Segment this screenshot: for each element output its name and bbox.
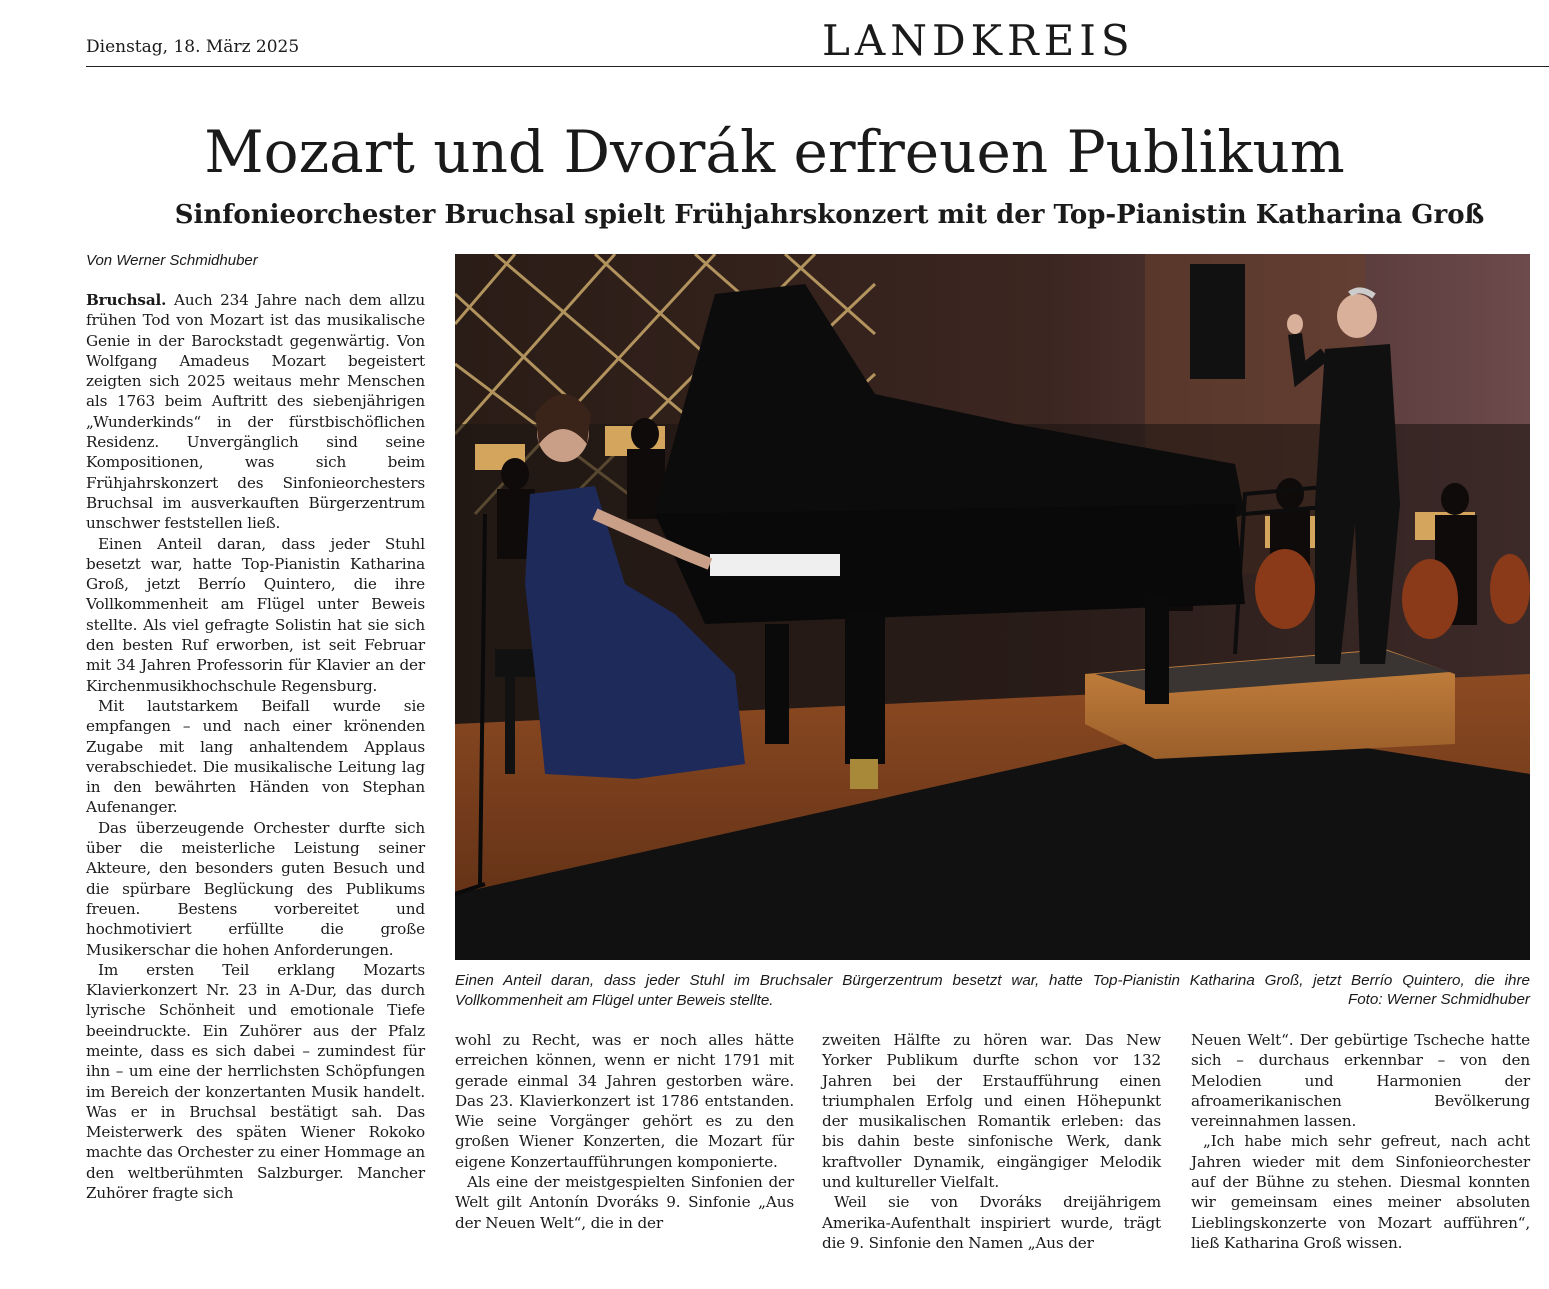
photo-credit: Foto: Werner Schmidhuber xyxy=(1347,991,1530,1008)
byline: Von Werner Schmidhuber xyxy=(86,252,258,269)
text-column-4 xyxy=(1191,1030,1530,1253)
concert-photo-illustration xyxy=(455,254,1530,960)
article-headline: Mozart und Dvorák erfreuen Publikum xyxy=(204,118,1345,186)
paragraph: Das überzeugende Orchester durfte sich über die meisterliche Leistung seiner Akteure, den besonders guten Besuch und die spürbare Beglückung des Publikums freuen. Bestens vorbereitet und hochmotiviert erfüllte die große Musikerschar die hohen Anforderungen. xyxy=(86,818,425,959)
section-title: LANDKREIS xyxy=(822,16,1135,65)
text-column-1 xyxy=(86,290,425,1203)
issue-date: Dienstag, 18. März 2025 xyxy=(86,37,300,57)
paragraph-text: Auch 234 Jahre nach dem allzu frühen Tod von Mozart ist das musikalische Genie in der Barockstadt gegenwärtig. Von Wolfgang Amadeus Mozart begeistert zeigten sich 2025 weitaus mehr Menschen als 1763 beim Auftritt des siebenjährigen „Wunderkinds“ in der fürstbischöflichen Residenz. Unvergänglich sind seine Kompositionen, was sich beim Frühjahrskonzert des Sinfonieorchesters Bruchsal im ausverkauften Bürgerzentrum unschwer feststellen ließ. xyxy=(86,291,425,533)
paragraph: Neuen Welt“. Der gebürtige Tscheche hatte sich – durchaus erkennbar – von den Melodien und Harmonien der afroamerikanischen Bevölkerung vereinnahmen lassen. xyxy=(1191,1031,1530,1131)
text-column-2 xyxy=(455,1030,794,1233)
dateline-place: Bruchsal. xyxy=(86,291,167,309)
paragraph: Mit lautstarkem Beifall wurde sie empfangen – und nach einer krönenden Zugabe mit lang anhaltendem Applaus verabschiedet. Die musikalische Leitung lag in den bewährten Händen von Stephan Aufenanger. xyxy=(86,696,425,817)
article-subheadline: Sinfonieorchester Bruchsal spielt Frühjahrskonzert mit der Top-Pianistin Katharina Groß xyxy=(174,200,1485,230)
paragraph xyxy=(86,290,425,534)
text-column-3 xyxy=(822,1030,1161,1253)
paragraph: wohl zu Recht, was er noch alles hätte erreichen können, wenn er nicht 1791 mit gerade einmal 34 Jahren gestorben wäre. Das 23. Klavierkonzert ist 1786 entstanden. Wie seine Vorgänger gehört es zu den großen Wiener Konzerten, die Mozart für eigene Konzertaufführungen komponierte. xyxy=(455,1031,794,1171)
paragraph: Einen Anteil daran, dass jeder Stuhl besetzt war, hatte Top-Pianistin Katharina Groß, jetzt Berrío Quintero, die ihre Vollkommenheit am Flügel unter Beweis stellte. Als viel gefragte Solistin hat sie sich den besten Ruf erworben, ist seit Februar mit 34 Jahren Professorin für Klavier an der Kirchenmusikhochschule Regensburg. xyxy=(86,534,425,695)
paragraph: „Ich habe mich sehr gefreut, nach acht Jahren wieder mit dem Sinfonieorchester auf der Bühne zu stehen. Diesmal konnten wir gemeinsam eines meiner absoluten Lieblingskonzerte von Mozart aufführen“, ließ Katharina Groß wissen. xyxy=(1191,1132,1530,1252)
paragraph: Als eine der meistgespielten Sinfonien der Welt gilt Antonín Dvoráks 9. Sinfonie „Aus der Neuen Welt“, die in der xyxy=(455,1173,794,1232)
loudspeaker xyxy=(1190,264,1245,379)
photo-caption: Einen Anteil daran, dass jeder Stuhl im Bruchsaler Bürgerzentrum besetzt war, hatte Top-Pianistin Katharina Groß, jetzt Berrío Quintero, die ihre Vollkommenheit am Flügel unter Beweis stellte. xyxy=(455,972,1530,1009)
paragraph: zweiten Hälfte zu hören war. Das New Yorker Publikum durfte schon vor 132 Jahren bei der Erstaufführung einen triumphalen Erfolg und einen Höhepunkt der musikalischen Romantik erleben: das bis dahin beste sinfonische Werk, dank kraftvoller Dynamik, eingängiger Melodik und kultureller Vielfalt. xyxy=(822,1031,1161,1192)
paragraph: Im ersten Teil erklang Mozarts Klavierkonzert Nr. 23 in A-Dur, das durch lyrische Schönheit und emotionale Tiefe beeindruckte. Ein Zuhörer aus der Pfalz meinte, dass es sich dabei – zumindest für ihn – um eine der herrlichsten Schöpfungen im Bereich der konzertanten Musik handelt. Was er in Bruchsal bestätigt sah. Das Meisterwerk des späten Wiener Rokoko machte das Orchester zu einer Hommage an den weltberühmten Salzburger. Mancher Zuhörer fragte sich xyxy=(86,960,425,1203)
paragraph: Weil sie von Dvoráks dreijährigem Amerika-Aufenthalt inspiriert wurde, trägt die 9. Sinfonie den Namen „Aus der xyxy=(822,1193,1161,1252)
header-divider xyxy=(86,66,1549,67)
concert-photo xyxy=(455,254,1530,960)
